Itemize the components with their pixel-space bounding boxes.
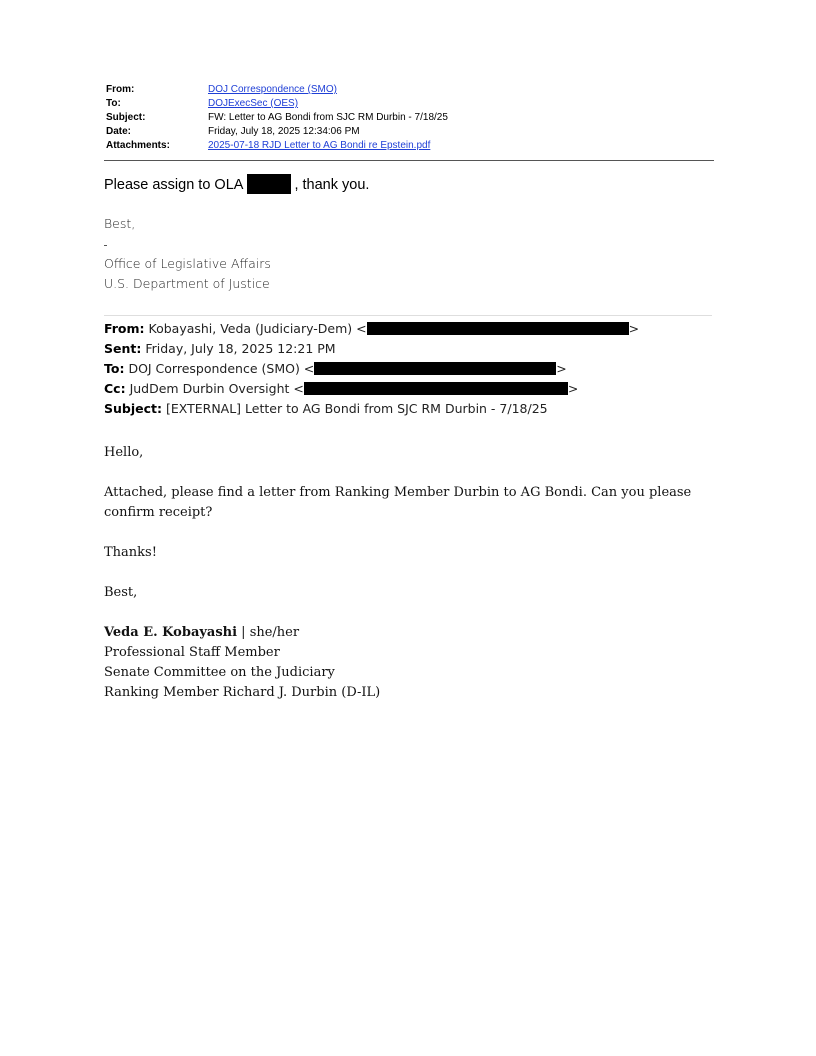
orig-sent-label: Sent: <box>104 341 142 356</box>
redaction-block <box>247 174 291 194</box>
header-date-label: Date: <box>106 126 132 137</box>
orig-from-close: > <box>628 321 640 336</box>
orig-to-label: To: <box>104 361 125 376</box>
signer-name: Veda E. Kobayashi <box>104 625 238 640</box>
signer-member: Ranking Member Richard J. Durbin (D-IL) <box>104 685 381 700</box>
header-subject-label: Subject: <box>106 112 146 123</box>
orig-subject-value: [EXTERNAL] Letter to AG Bondi from SJC RM Durbin - 7/18/25 <box>165 401 548 416</box>
orig-from-row <box>104 319 639 339</box>
email-header <box>106 83 714 153</box>
header-from-label: From: <box>106 84 135 95</box>
sender-department: U.S. Department of Justice <box>104 276 270 291</box>
message-divider <box>104 315 712 316</box>
signer-title: Professional Staff Member <box>104 645 280 660</box>
signer-pronouns: | she/her <box>237 625 300 640</box>
assign-note <box>104 174 369 196</box>
header-attachments-row <box>106 139 714 153</box>
header-to-label: To: <box>106 98 121 109</box>
header-from-link[interactable]: DOJ Correspondence (SMO) <box>208 84 337 95</box>
orig-to-close: > <box>556 361 567 376</box>
body-greeting: Hello, <box>104 445 144 460</box>
header-attachments-label: Attachments: <box>106 140 170 151</box>
signature-dash-line <box>104 234 271 254</box>
header-to-row <box>106 97 714 111</box>
attachment-link[interactable]: 2025-07-18 RJD Letter to AG Bondi re Epstein.pdf <box>208 140 431 151</box>
orig-cc-name: JudDem Durbin Oversight < <box>129 381 304 396</box>
signer-signature <box>104 623 704 703</box>
sender-signature <box>104 214 271 294</box>
orig-sent-row <box>104 339 639 359</box>
orig-cc-close: > <box>567 381 579 396</box>
message-body <box>104 443 704 703</box>
orig-from-label: From: <box>104 321 145 336</box>
original-message-header <box>104 319 639 419</box>
header-subject-row <box>106 111 714 125</box>
orig-subject-label: Subject: <box>104 401 162 416</box>
orig-to-name: DOJ Correspondence (SMO) < <box>128 361 315 376</box>
signer-name-line <box>104 623 704 643</box>
signature-dash <box>104 245 107 246</box>
header-date-value: Friday, July 18, 2025 12:34:06 PM <box>208 126 360 137</box>
header-to-link[interactable]: DOJExecSec (OES) <box>208 98 299 109</box>
sender-closing: Best, <box>104 216 136 231</box>
sender-office: Office of Legislative Affairs <box>104 256 271 271</box>
body-thanks: Thanks! <box>104 545 157 560</box>
assign-prefix: Please assign to OLA <box>104 177 244 193</box>
header-from-row <box>106 83 714 97</box>
body-closing: Best, <box>104 585 138 600</box>
header-divider <box>104 160 714 161</box>
body-paragraph: Attached, please find a letter from Ranking Member Durbin to AG Bondi. Can you please confirm receipt? <box>104 485 692 520</box>
orig-to-row <box>104 359 639 379</box>
header-date-row <box>106 125 714 139</box>
signer-committee: Senate Committee on the Judiciary <box>104 665 335 680</box>
header-subject-value: FW: Letter to AG Bondi from SJC RM Durbin - 7/18/25 <box>208 112 448 123</box>
assign-suffix: , thank you. <box>294 177 370 193</box>
orig-from-name: Kobayashi, Veda (Judiciary-Dem) < <box>148 321 367 336</box>
orig-cc-row <box>104 379 639 399</box>
orig-cc-label: Cc: <box>104 381 126 396</box>
redaction-block <box>304 382 568 395</box>
redaction-block <box>314 362 556 375</box>
redaction-block <box>367 322 629 335</box>
orig-sent-value: Friday, July 18, 2025 12:21 PM <box>145 341 336 356</box>
orig-subject-row <box>104 399 639 419</box>
